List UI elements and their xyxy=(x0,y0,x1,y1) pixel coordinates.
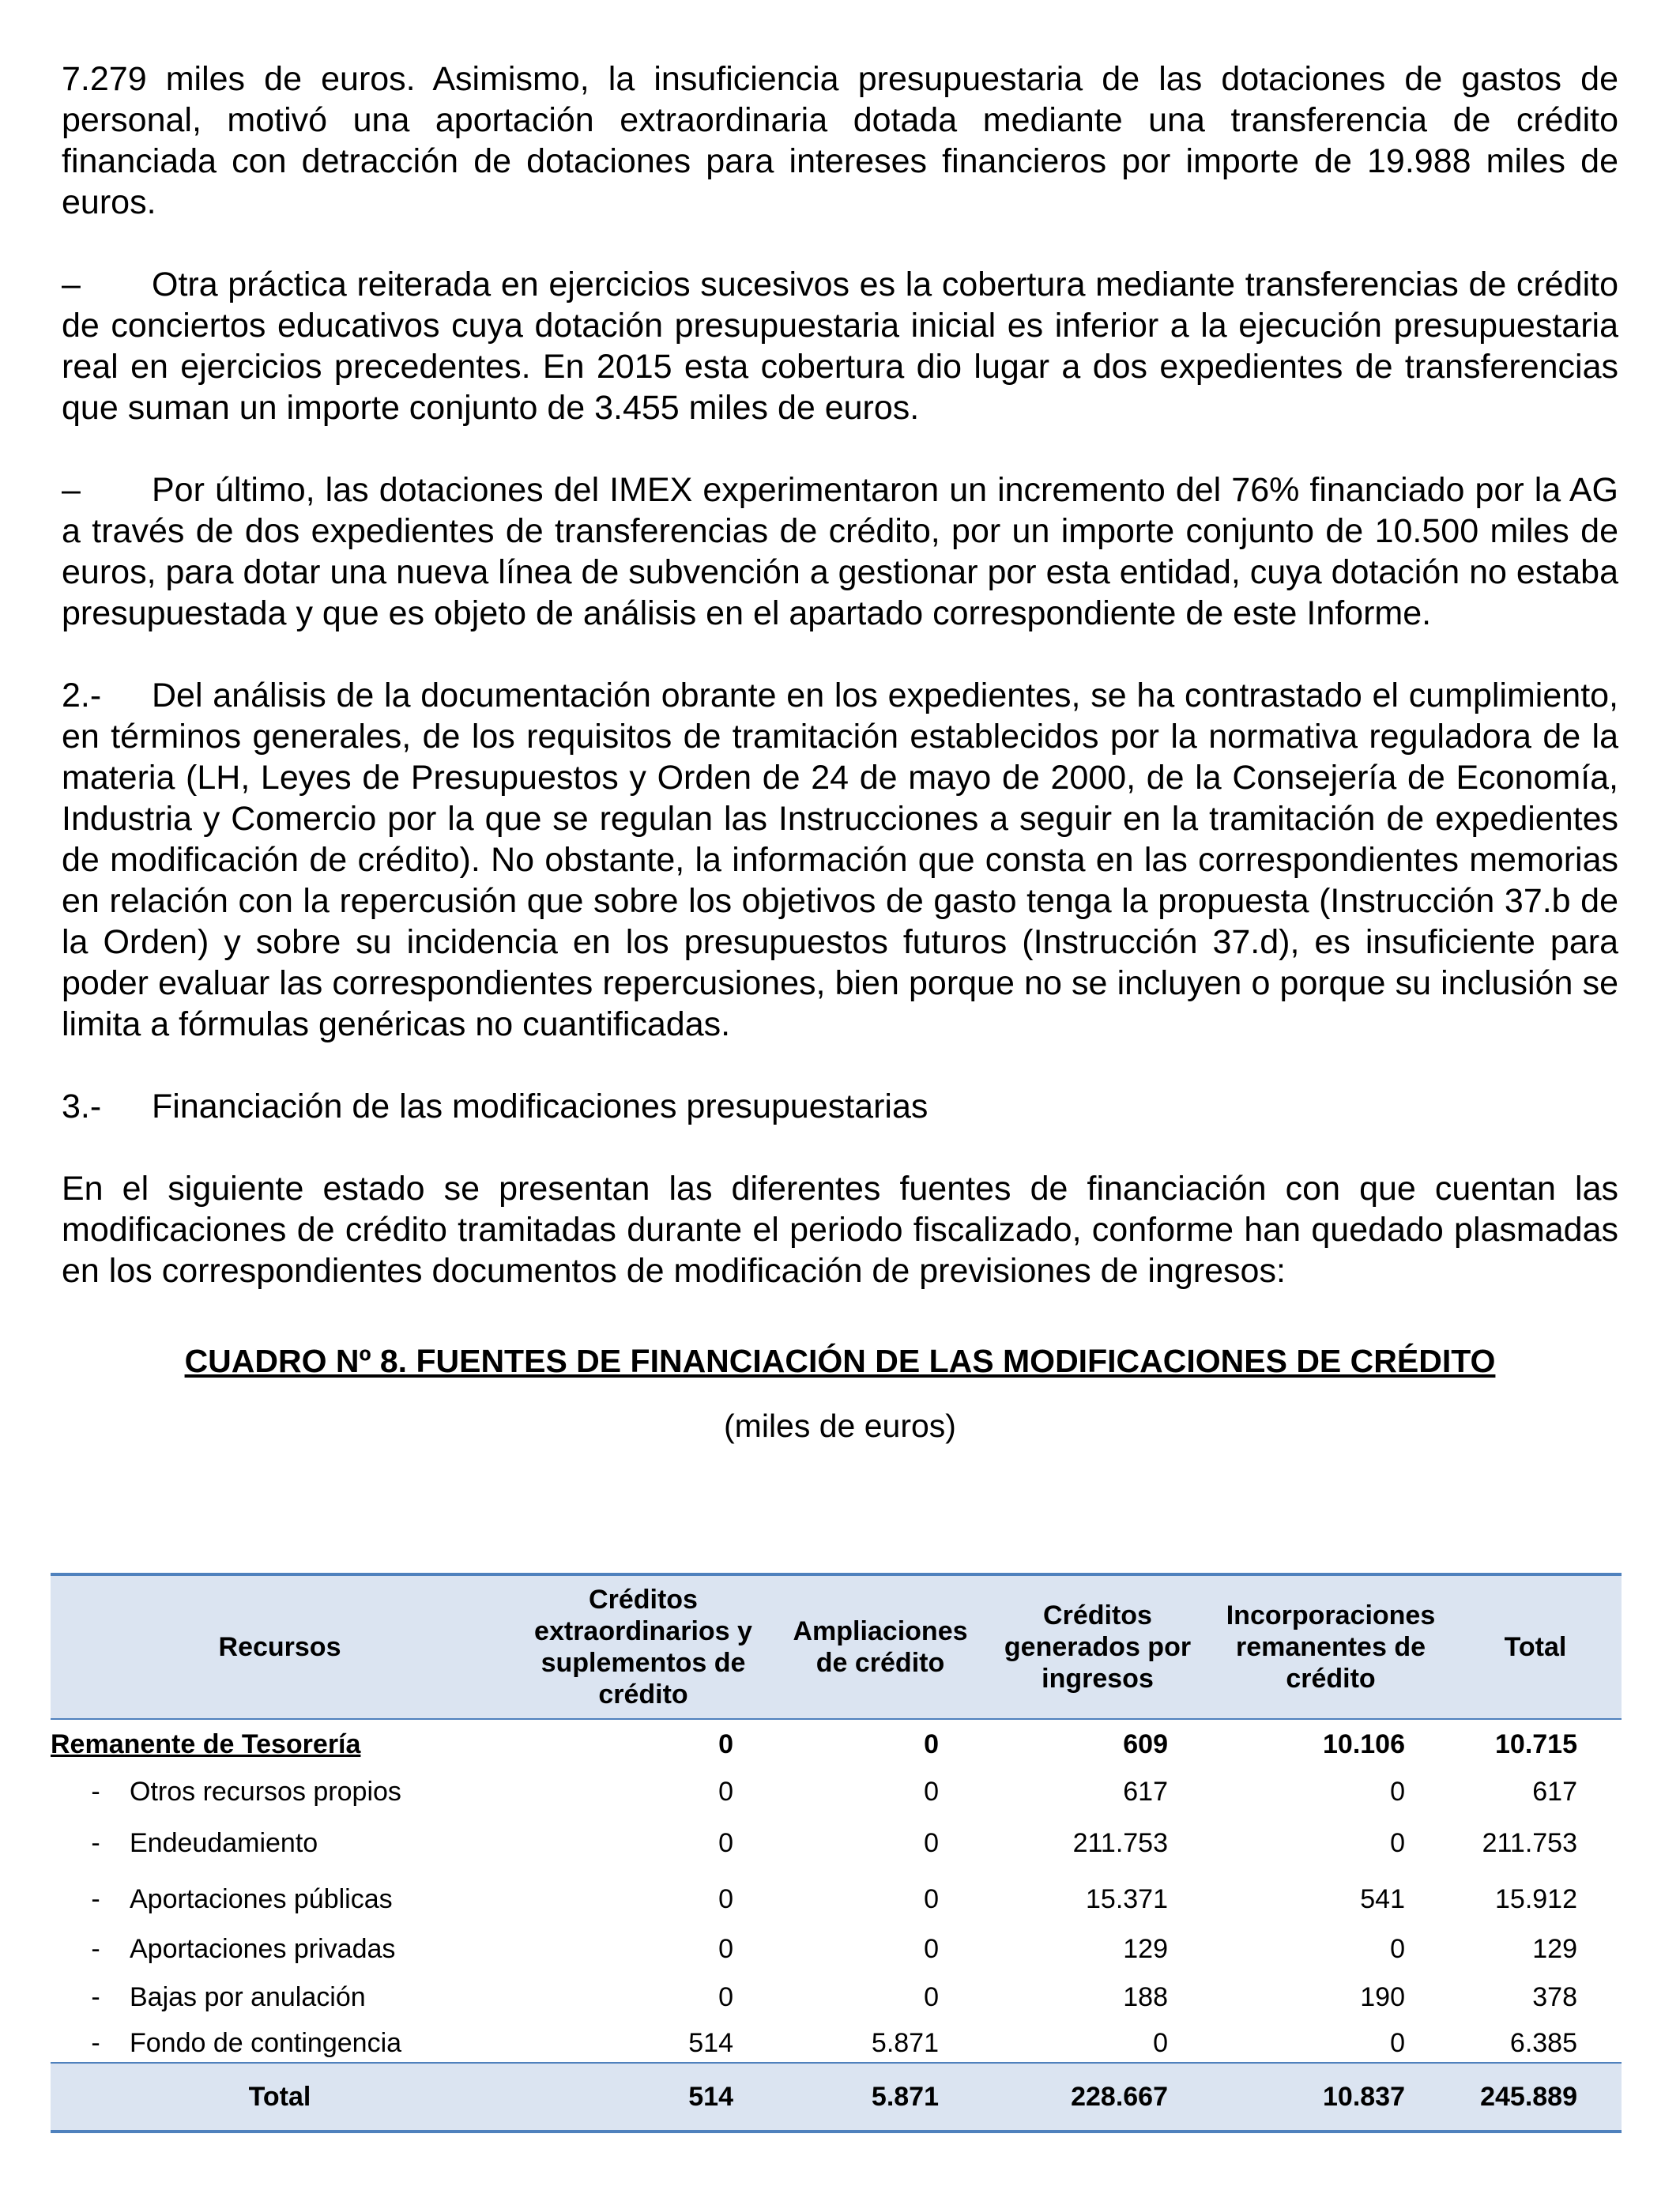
row-bullet: - xyxy=(91,1934,100,1964)
dash-marker: – xyxy=(62,471,81,509)
table-row xyxy=(51,1927,1622,1971)
paragraph-3-text: Por último, las dotaciones del IMEX experimentaron un incremento del 76% financiado por la AG a través de dos expedientes de transferencias de crédito, por un importe conjunto de 10.500 miles de euros, para dotar una nueva línea de subvención a gestionar por esta entidad, cuya dotación no estaba presupuestada y que es objeto de análisis en el apartado correspondiente de este Informe. xyxy=(62,471,1618,632)
table-cell: 245.889 xyxy=(1449,2063,1622,2132)
table-row xyxy=(51,1872,1622,1927)
table-cell: 0 xyxy=(1390,1828,1405,1858)
table-cell: 5.871 xyxy=(778,2063,983,2132)
paragraph-2 xyxy=(62,264,1618,428)
table-cell: 5.871 xyxy=(871,2027,939,2058)
table-cell: 15.371 xyxy=(1086,1884,1168,1914)
table-cell: 0 xyxy=(1390,1777,1405,1807)
table-cell: 190 xyxy=(1360,1982,1405,2012)
table-cell: 228.667 xyxy=(983,2063,1212,2132)
row-label: Bajas por anulación xyxy=(130,1982,366,2012)
table-total-row xyxy=(51,2063,1622,2132)
table-cell: 0 xyxy=(1390,1934,1405,1964)
table-cell: 15.912 xyxy=(1495,1884,1577,1914)
table-cell: 211.753 xyxy=(1072,1828,1168,1858)
table-cell: 10.106 xyxy=(1323,1729,1405,1759)
table-cell: 6.385 xyxy=(1509,2027,1577,2058)
paragraph-1: 7.279 miles de euros. Asimismo, la insuficiencia presupuestaria de las dotaciones de gastos de personal, motivó una aportación extraordinaria dotada mediante una transferencia de crédito financiada con detracción de dotaciones para intereses financieros por importe de 19.988 miles de euros. xyxy=(62,60,1618,221)
table-cell: 0 xyxy=(924,1934,939,1964)
row-bullet: - xyxy=(91,1828,100,1858)
dash-marker: – xyxy=(62,266,81,303)
paragraph-6: En el siguiente estado se presentan las diferentes fuentes de financiación con que cuentan las modificaciones de crédito tramitadas durante el periodo fiscalizado, conforme han quedado plasmadas en los correspondientes documentos de modificación de previsiones de ingresos: xyxy=(62,1170,1618,1290)
table-row xyxy=(51,1815,1622,1872)
column-header: Total xyxy=(1449,1574,1622,1719)
table-cell: 0 xyxy=(1153,2027,1168,2058)
paragraph-4-text: Del análisis de la documentación obrante en los expedientes, se ha contrastado el cumplimiento, en términos generales, de los requisitos de tramitación establecidos por la normativa reguladora de la materia (LH, Leyes de Presupuestos y Orden de 24 de mayo de 2000, de la Consejería de Economía, Industria y Comercio por la que se regulan las Instrucciones a seguir en la tramitación de expedientes de modificación de crédito). No obstante, la información que consta en las correspondientes memorias en relación con la repercusión que sobre los objetivos de gasto tenga la propuesta (Instrucción 37.b de la Orden) y sobre su incidencia en los presupuestos futuros (Instrucción 37.d), es insuficiente para poder evaluar las correspondientes repercusiones, bien porque no se incluyen o porque su inclusión se limita a fórmulas genéricas no cuantificadas. xyxy=(62,677,1618,1043)
table-cell: 0 xyxy=(924,1982,939,2012)
table-row xyxy=(51,2023,1622,2063)
table-cell: 10.715 xyxy=(1495,1729,1577,1759)
paragraph-2-text: Otra práctica reiterada en ejercicios sucesivos es la cobertura mediante transferencias de crédito de conciertos educativos cuya dotación presupuestaria inicial es inferior a la ejecución presupuestaria real en ejercicios precedentes. En 2015 esta cobertura dio lugar a dos expedientes de transferencias que suman un importe conjunto de 3.455 miles de euros. xyxy=(62,266,1618,427)
row-label: Otros recursos propios xyxy=(130,1777,401,1807)
table-header-row xyxy=(51,1574,1622,1719)
table-cell: 0 xyxy=(718,1777,733,1807)
table-cell: 0 xyxy=(718,1884,733,1914)
column-header: Recursos xyxy=(51,1574,509,1719)
table-cell: 129 xyxy=(1532,1934,1577,1964)
section-number: 3.- xyxy=(62,1088,102,1125)
row-label: Total xyxy=(51,2063,509,2132)
table-cell: 0 xyxy=(1390,2027,1405,2058)
table-cell: 129 xyxy=(1123,1934,1168,1964)
row-label: Aportaciones públicas xyxy=(130,1884,393,1914)
table-cell: 0 xyxy=(924,1828,939,1858)
paragraph-4 xyxy=(62,675,1618,1045)
table-cell: 609 xyxy=(1123,1729,1168,1759)
row-label: Aportaciones privadas xyxy=(130,1934,396,1964)
table-row xyxy=(51,1769,1622,1815)
column-header: Ampliaciones de crédito xyxy=(778,1574,983,1719)
column-header: Incorporaciones remanentes de crédito xyxy=(1212,1574,1449,1719)
section-heading xyxy=(62,1086,1618,1127)
table-subtitle: (miles de euros) xyxy=(724,1408,956,1444)
paragraph-3 xyxy=(62,469,1618,634)
table-cell: 0 xyxy=(718,1729,733,1759)
row-label: Fondo de contingencia xyxy=(130,2027,402,2058)
table-cell: 10.837 xyxy=(1212,2063,1449,2132)
table-row xyxy=(51,1719,1622,1769)
section-number: 2.- xyxy=(62,677,102,714)
table-row xyxy=(51,1971,1622,2023)
table-cell: 378 xyxy=(1532,1982,1577,2012)
table-cell: 0 xyxy=(924,1729,939,1759)
table-cell: 188 xyxy=(1123,1982,1168,2012)
table-title: CUADRO Nº 8. FUENTES DE FINANCIACIÓN DE LAS MODIFICACIONES DE CRÉDITO xyxy=(184,1343,1496,1379)
financing-table xyxy=(51,1573,1622,2133)
section-heading-text: Financiación de las modificaciones presupuestarias xyxy=(152,1088,929,1125)
row-bullet: - xyxy=(91,1777,100,1807)
table-cell: 0 xyxy=(924,1884,939,1914)
table-cell: 0 xyxy=(924,1777,939,1807)
table-cell: 211.753 xyxy=(1482,1828,1577,1858)
table-cell: 514 xyxy=(509,2063,778,2132)
table-cell: 514 xyxy=(688,2027,733,2058)
table-cell: 617 xyxy=(1532,1777,1577,1807)
document-page xyxy=(62,58,1618,1446)
table-cell: 541 xyxy=(1360,1884,1405,1914)
table-cell: 617 xyxy=(1123,1777,1168,1807)
row-bullet: - xyxy=(91,2027,100,2058)
row-label: Remanente de Tesorería xyxy=(51,1729,361,1759)
row-label: Endeudamiento xyxy=(130,1828,318,1858)
table-cell: 0 xyxy=(718,1934,733,1964)
column-header: Créditos extraordinarios y suplementos de crédito xyxy=(509,1574,778,1719)
column-header: Créditos generados por ingresos xyxy=(983,1574,1212,1719)
row-bullet: - xyxy=(91,1982,100,2012)
table-cell: 0 xyxy=(718,1828,733,1858)
row-bullet: - xyxy=(91,1884,100,1914)
table-cell: 0 xyxy=(718,1982,733,2012)
